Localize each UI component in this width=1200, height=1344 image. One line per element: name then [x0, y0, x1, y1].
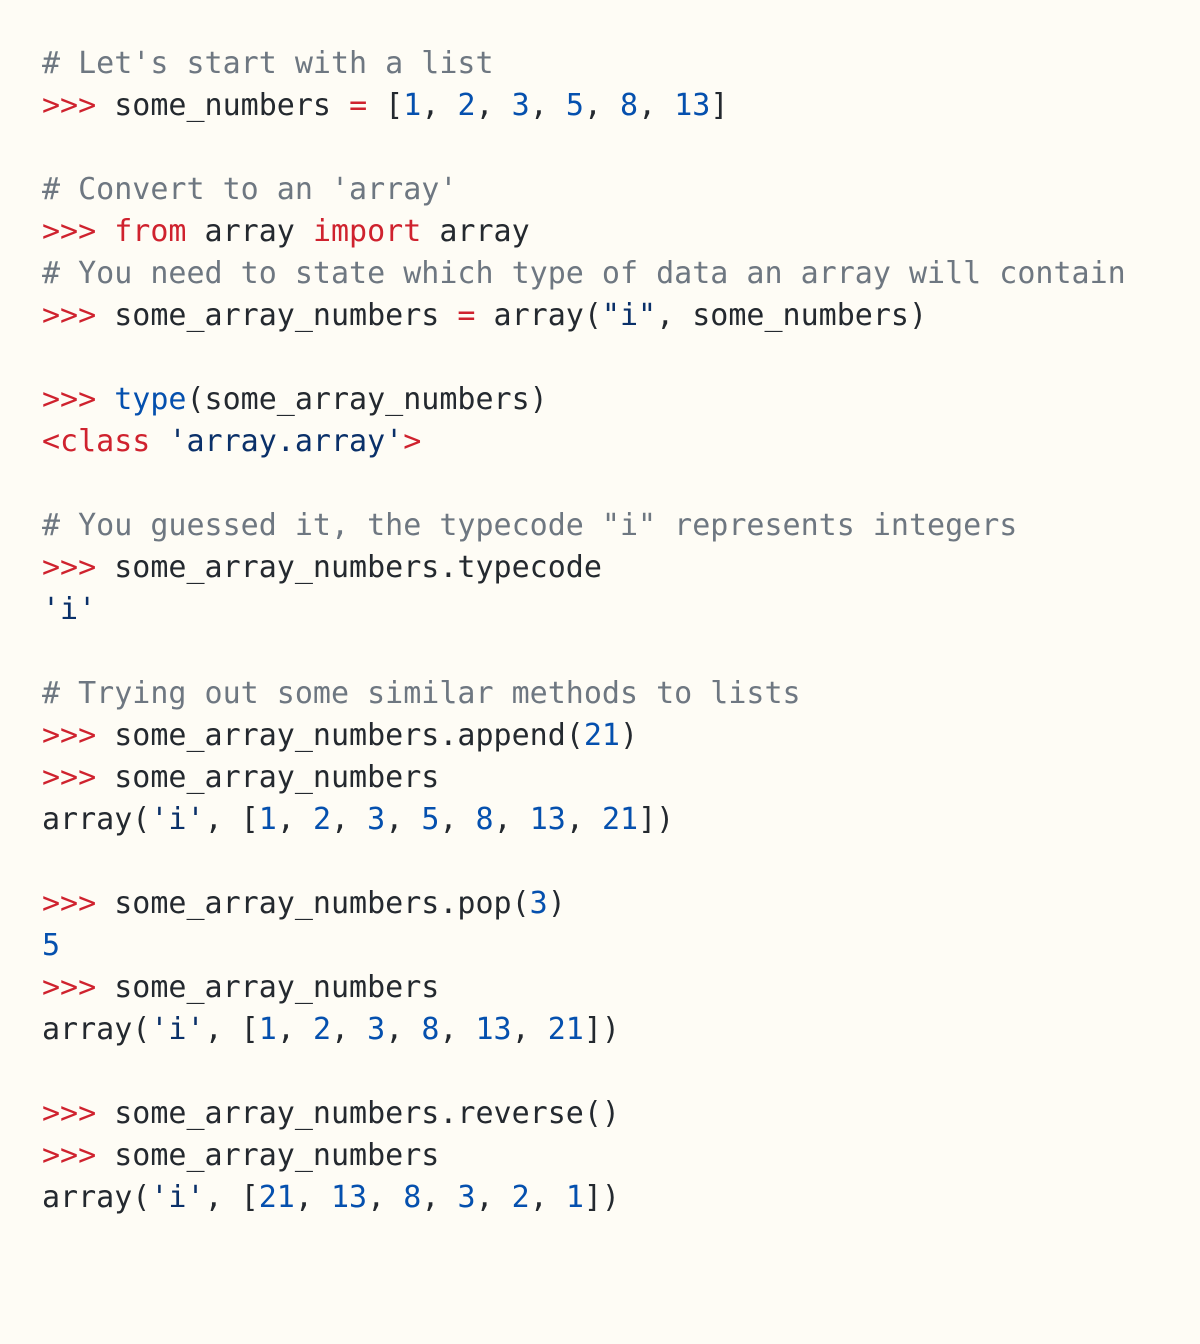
token-prompt: >>> — [42, 886, 115, 921]
token-class-tag: <class — [42, 424, 169, 459]
token-punct: (some_array_numbers) — [186, 382, 548, 417]
token-name: some_array_numbers.pop( — [114, 886, 530, 921]
token-punct: , — [475, 1180, 512, 1215]
token-number: 8 — [620, 88, 639, 123]
token-punct: ]) — [638, 802, 675, 837]
token-punct: , some_numbers) — [656, 298, 928, 333]
token-name: some_array_numbers — [114, 760, 440, 795]
token-number: 21 — [547, 1012, 584, 1047]
code-line — [42, 757, 1192, 799]
token-string: 'i' — [42, 592, 97, 627]
token-punct: , — [529, 88, 566, 123]
token-name: some_array_numbers — [114, 970, 440, 1005]
token-number: 13 — [331, 1180, 368, 1215]
token-punct: , — [331, 1012, 368, 1047]
token-name: some_numbers — [114, 88, 350, 123]
code-line — [42, 1009, 1192, 1051]
token-punct: , — [638, 88, 675, 123]
code-line — [42, 421, 1192, 463]
token-number: 1 — [258, 802, 277, 837]
code-line — [42, 505, 1192, 547]
token-punct: , — [529, 1180, 566, 1215]
token-name: array — [186, 214, 313, 249]
token-number: 5 — [565, 88, 584, 123]
code-line — [42, 1093, 1192, 1135]
token-number: 1 — [258, 1012, 277, 1047]
code-line — [42, 379, 1192, 421]
token-string: 'i' — [150, 802, 205, 837]
token-punct: , — [385, 1012, 422, 1047]
token-number: 21 — [583, 718, 620, 753]
token-number: 8 — [421, 1012, 440, 1047]
token-string: 'i' — [150, 1012, 205, 1047]
token-number: 5 — [421, 802, 440, 837]
code-line — [42, 547, 1192, 589]
token-number: 5 — [42, 928, 61, 963]
token-number: 3 — [529, 886, 548, 921]
token-comment: # You need to state which type of data an array will contain — [42, 256, 1126, 291]
token-punct: ) — [619, 718, 639, 753]
token-punct: , — [511, 1012, 548, 1047]
code-line — [42, 211, 1192, 253]
token-number: 3 — [367, 802, 386, 837]
token-name: array — [421, 214, 530, 249]
blank-line — [42, 127, 1192, 169]
blank-line — [42, 631, 1192, 673]
token-punct: , — [294, 1180, 331, 1215]
blank-line — [42, 337, 1192, 379]
token-name: array( — [42, 1012, 151, 1047]
token-prompt: >>> — [42, 760, 115, 795]
token-punct: , — [367, 1180, 404, 1215]
token-number: 3 — [511, 88, 530, 123]
token-punct: , [ — [204, 1180, 259, 1215]
code-line — [42, 1177, 1192, 1219]
token-number: 1 — [403, 88, 422, 123]
token-prompt: >>> — [42, 298, 115, 333]
token-prompt: >>> — [42, 718, 115, 753]
token-operator: = — [349, 88, 368, 123]
code-line — [42, 799, 1192, 841]
token-punct: ] — [710, 88, 729, 123]
token-punct: ) — [547, 886, 566, 921]
code-line — [42, 589, 1192, 631]
code-line — [42, 43, 1192, 85]
token-punct: , — [439, 1012, 476, 1047]
token-name: array( — [475, 298, 602, 333]
token-punct: , — [583, 88, 620, 123]
token-string: 'array.array' — [168, 424, 404, 459]
token-name: some_array_numbers — [114, 1138, 440, 1173]
token-number: 2 — [312, 1012, 331, 1047]
token-number: 2 — [312, 802, 331, 837]
token-punct: , [ — [204, 1012, 259, 1047]
token-number: 8 — [403, 1180, 422, 1215]
token-punct: , — [421, 1180, 458, 1215]
code-line — [42, 925, 1192, 967]
code-line — [42, 253, 1192, 295]
token-number: 13 — [475, 1012, 512, 1047]
token-comment: # You guessed it, the typecode "i" represents integers — [42, 508, 1018, 543]
token-punct: , [ — [204, 802, 259, 837]
code-line — [42, 169, 1192, 211]
token-punct: , — [276, 1012, 313, 1047]
token-prompt: >>> — [42, 1096, 115, 1131]
code-line — [42, 1135, 1192, 1177]
token-keyword: import — [312, 214, 422, 249]
token-number: 8 — [475, 802, 494, 837]
token-class-tag: > — [403, 424, 422, 459]
token-punct: , — [439, 802, 476, 837]
token-number: 13 — [674, 88, 711, 123]
token-punct: [ — [367, 88, 404, 123]
token-punct: ]) — [583, 1180, 620, 1215]
token-name: array( — [42, 1180, 151, 1215]
token-number: 3 — [457, 1180, 476, 1215]
token-punct: ]) — [583, 1012, 620, 1047]
token-comment: # Trying out some similar methods to lists — [42, 676, 801, 711]
token-prompt: >>> — [42, 382, 115, 417]
token-comment: # Convert to an 'array' — [42, 172, 458, 207]
token-name: some_array_numbers.append( — [114, 718, 584, 753]
token-string: "i" — [601, 298, 657, 333]
token-number: 1 — [565, 1180, 584, 1215]
token-name: array( — [42, 802, 151, 837]
token-name: some_array_numbers.reverse() — [114, 1096, 620, 1131]
code-line — [42, 715, 1192, 757]
token-number: 2 — [511, 1180, 530, 1215]
code-line — [42, 883, 1192, 925]
token-name: some_array_numbers.typecode — [114, 550, 602, 585]
token-number: 2 — [457, 88, 476, 123]
token-number: 21 — [258, 1180, 295, 1215]
token-prompt: >>> — [42, 214, 115, 249]
code-line — [42, 85, 1192, 127]
token-punct: , — [565, 802, 602, 837]
code-line — [42, 967, 1192, 1009]
token-number: 13 — [529, 802, 566, 837]
blank-line — [42, 841, 1192, 883]
token-punct: , — [276, 802, 313, 837]
token-name: some_array_numbers — [114, 298, 458, 333]
blank-line — [42, 1051, 1192, 1093]
token-prompt: >>> — [42, 88, 115, 123]
code-snippet — [42, 43, 1192, 1219]
token-prompt: >>> — [42, 970, 115, 1005]
token-prompt: >>> — [42, 550, 115, 585]
token-punct: , — [331, 802, 368, 837]
token-number: 21 — [601, 802, 639, 837]
token-comment: # Let's start with a list — [42, 46, 494, 81]
code-line — [42, 673, 1192, 715]
token-punct: , — [385, 802, 422, 837]
token-punct: , — [475, 88, 512, 123]
token-prompt: >>> — [42, 1138, 115, 1173]
blank-line — [42, 463, 1192, 505]
token-string: 'i' — [150, 1180, 205, 1215]
code-line — [42, 295, 1192, 337]
token-keyword: from — [114, 214, 187, 249]
token-operator: = — [457, 298, 476, 333]
token-punct: , — [421, 88, 458, 123]
token-builtin: type — [114, 382, 187, 417]
token-number: 3 — [367, 1012, 386, 1047]
token-punct: , — [493, 802, 530, 837]
